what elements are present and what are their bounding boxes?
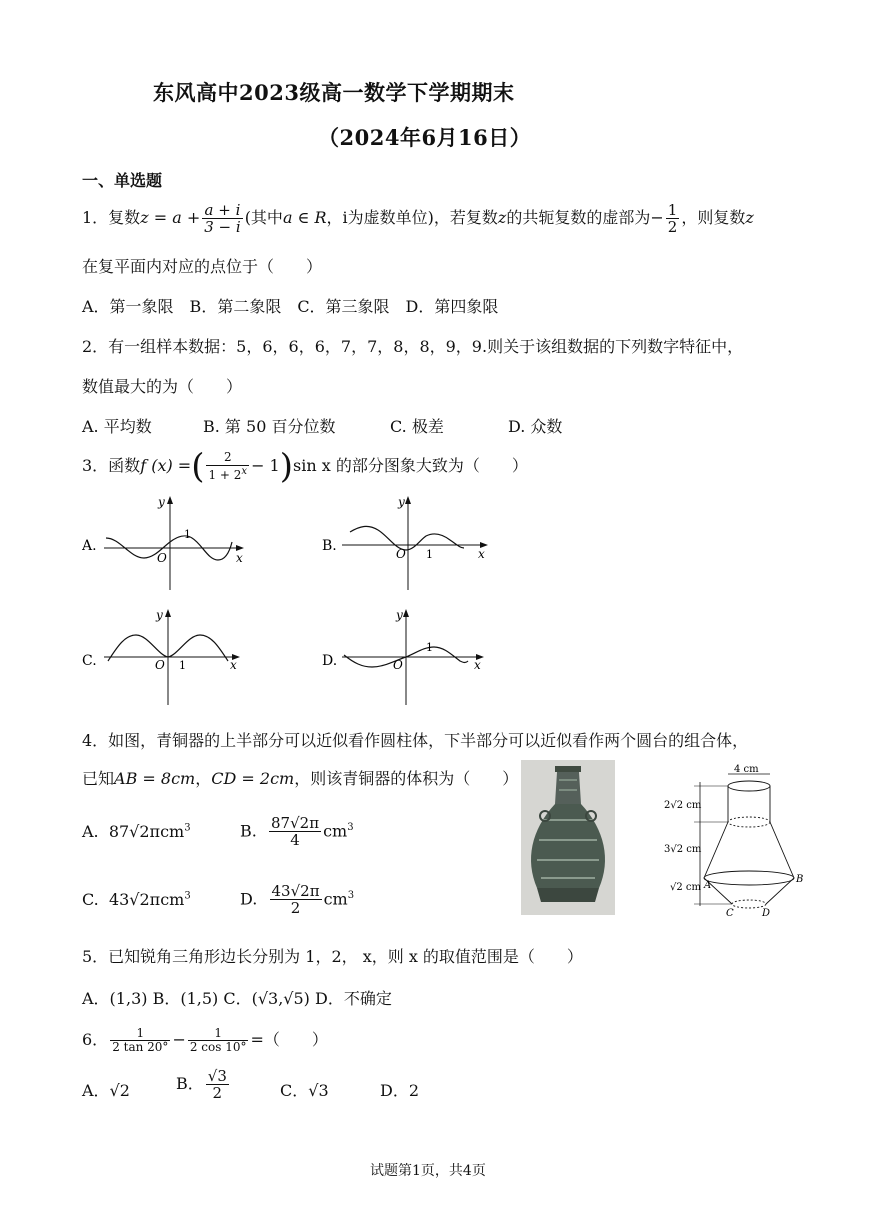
graph-a-y-arrow: [167, 496, 173, 504]
question-2-option-a: A. 平均数: [82, 417, 152, 436]
graph-c-label: C.: [82, 653, 97, 669]
graph-a-label: A.: [82, 538, 97, 554]
bronze-vessel-image: [521, 760, 615, 915]
graph-c-tick-1: 1: [179, 659, 186, 672]
graph-b-y-label: y: [398, 495, 405, 509]
question-5-options: A．(1,3) B．(1,5) C．(√3,√5) D．不确定: [82, 989, 392, 1008]
graph-c-y-arrow: [165, 609, 171, 617]
graph-c-origin: O: [155, 658, 165, 672]
question-2-line-2: 数值最大的为（ ）: [82, 377, 243, 396]
graph-d-tick-1: 1: [426, 641, 433, 654]
graph-d-origin: O: [393, 658, 403, 672]
graph-d: [322, 605, 502, 709]
graph-b-x-label: x: [478, 547, 485, 561]
graph-b-svg: [322, 490, 502, 590]
diagram-point-b: B: [796, 874, 804, 885]
page-title: 东风高中2023级高一数学下学期期末: [153, 80, 515, 105]
graph-d-y-arrow: [403, 609, 409, 617]
question-6-option-b: B． $\frac{√3}{2}$: [176, 1066, 227, 1102]
question-1-line-1: 1．复数z = a + $\frac{a + i}{3 - i}$ (其中a ∈ R，i为虚数单位)，若复数z的共轭复数的虚部为− $\frac{1}{2}$ ，则复数z: [82, 200, 754, 236]
question-4-option-b: B. $\frac{87√2\pi}{4}$ $cm^3$: [240, 813, 354, 850]
diagram-point-d: D: [762, 908, 771, 919]
graph-a-y-label: y: [158, 495, 165, 509]
page-footer: 试题第1页，共4页: [370, 1163, 486, 1179]
q3-fraction: $\frac{2}{1 + 2^x}$: [208, 450, 248, 482]
question-4-option-a: A. 87√2πcm$^3$: [82, 822, 191, 841]
question-1-options: A．第一象限 B．第二象限 C．第三象限 D．第四象限: [82, 297, 499, 316]
section-heading: 一、单选题: [82, 171, 163, 190]
diagram-point-c: C: [726, 908, 734, 919]
graph-d-svg: [322, 605, 502, 705]
q1-fraction: $\frac{a + i}{3 - i}$: [204, 200, 241, 236]
question-1-line-2: 在复平面内对应的点位于（ ）: [82, 257, 323, 276]
page-date: （2024年6月16日）: [318, 125, 532, 150]
vessel-geometry-diagram: [660, 764, 810, 928]
bronze-vessel-photo: [521, 760, 615, 915]
graph-d-x-label: x: [474, 658, 481, 672]
question-2-option-d: D. 众数: [508, 417, 563, 436]
diagram-h3-label: √2 cm: [670, 882, 701, 893]
question-6-option-d: D．2: [380, 1081, 420, 1100]
graph-b-y-arrow: [405, 496, 411, 504]
question-2-option-c: C. 极差: [390, 417, 444, 436]
graph-c: [82, 605, 262, 709]
question-3-stem: 3．函数f (x) =( $\frac{2}{1 + 2^x}$ − 1)sin x 的部分图象大致为（ ）: [82, 446, 528, 487]
diagram-point-a: A: [704, 880, 712, 891]
question-4-option-d: D. $\frac{43√2\pi}{2}$ $cm^3$: [240, 881, 355, 918]
question-6-stem: 6． $\frac{1}{2 \tan 20^\circ}$ − $\frac{1}{2 \cos 10^\circ}$ =（ ）: [82, 1025, 328, 1054]
graph-b: [322, 490, 502, 594]
diagram-top-label: 4 cm: [734, 764, 759, 775]
graph-c-y-label: y: [156, 608, 163, 622]
graph-a-x-label: x: [236, 551, 243, 565]
diagram-h1-label: 2√2 cm: [664, 800, 702, 811]
question-4-line-2: 已知AB = 8cm，CD = 2cm，则该青铜器的体积为（ ）: [82, 769, 519, 788]
question-2-line-1: 2．有一组样本数据：5，6，6，6，7，7，8，8，9，9.则关于该组数据的下列数字特征中，: [82, 337, 744, 356]
graph-a-svg: [82, 490, 262, 590]
graph-b-tick-1: 1: [426, 548, 433, 561]
question-6-option-a: A．√2: [82, 1081, 130, 1100]
graph-d-y-label: y: [396, 608, 403, 622]
question-5-line-1: 5．已知锐角三角形边长分别为 1，2， x，则 x 的取值范围是（ ）: [82, 947, 583, 966]
graph-b-curve: [350, 526, 464, 550]
graph-a: [82, 490, 262, 594]
graph-a-origin: O: [157, 551, 167, 565]
q1-half: $\frac{1}{2}$: [667, 200, 678, 236]
question-2-option-b: B. 第 50 百分位数: [203, 417, 336, 436]
question-4-option-c: C. 43√2πcm$^3$: [82, 890, 191, 909]
diagram-h2-label: 3√2 cm: [664, 844, 702, 855]
graph-c-x-label: x: [230, 658, 237, 672]
question-4-line-1: 4．如图，青铜器的上半部分可以近似看作圆柱体，下半部分可以近似看作两个圆台的组合体，: [82, 731, 749, 750]
graph-b-origin: O: [396, 547, 406, 561]
graph-d-label: D.: [322, 653, 338, 669]
graph-a-tick-1: 1: [184, 528, 191, 541]
graph-b-label: B.: [322, 538, 337, 554]
graph-c-svg: [82, 605, 262, 705]
question-6-option-c: C．√3: [280, 1081, 329, 1100]
vessel-diagram-svg: [660, 764, 810, 924]
